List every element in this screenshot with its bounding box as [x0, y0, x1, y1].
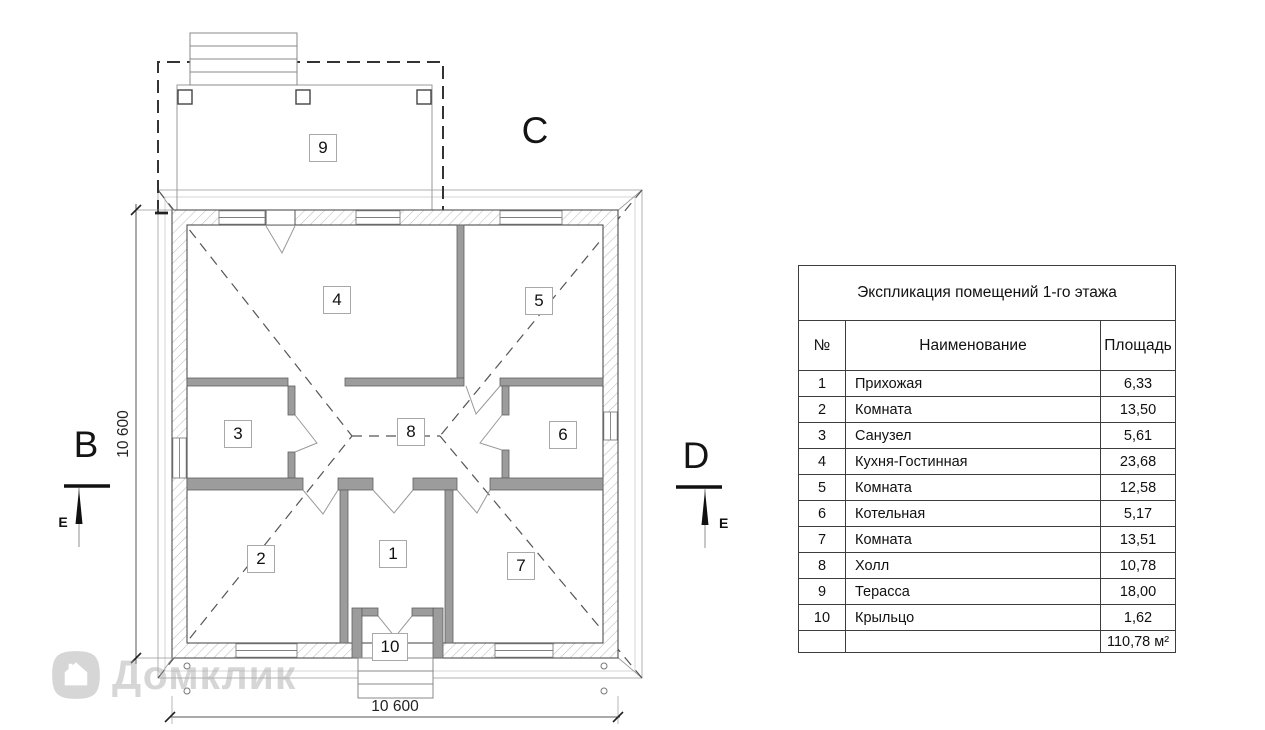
- room-label-10: 10: [372, 633, 408, 661]
- porch-steps: [358, 658, 433, 698]
- watermark-text: Домклик: [112, 652, 297, 698]
- room-label-2: 2: [247, 545, 275, 573]
- section-label-left: E: [58, 514, 68, 530]
- table-cell: 6,33: [1101, 371, 1176, 397]
- table-row: [799, 397, 1176, 423]
- table-cell: 1: [799, 371, 846, 397]
- column-header-name: Наименование: [846, 321, 1101, 371]
- total-empty-cell: [846, 631, 1101, 653]
- room-table-body: [799, 371, 1176, 631]
- table-cell: Санузел: [846, 423, 1101, 449]
- column-header-area: Площадь: [1101, 321, 1176, 371]
- room-label-9: 9: [309, 134, 337, 162]
- table-cell: Терасса: [846, 579, 1101, 605]
- table-row: [799, 475, 1176, 501]
- section-label-right: E: [719, 515, 729, 531]
- table-cell: 5,17: [1101, 501, 1176, 527]
- table-cell: 1,62: [1101, 605, 1176, 631]
- table-cell: 7: [799, 527, 846, 553]
- table-total-row: [799, 631, 1176, 653]
- room-label-1: 1: [379, 540, 407, 568]
- terrace-door: [266, 211, 295, 253]
- table-row: [799, 579, 1176, 605]
- axis-letter-left: B: [73, 424, 99, 465]
- table-cell: 5: [799, 475, 846, 501]
- table-row: [799, 605, 1176, 631]
- table-cell: Котельная: [846, 501, 1101, 527]
- table-cell: Комната: [846, 475, 1101, 501]
- table-cell: 4: [799, 449, 846, 475]
- dimension-bottom: [165, 696, 623, 724]
- dimension-bottom-value: 10 600: [371, 698, 419, 715]
- axis-letter-top: C: [521, 110, 549, 151]
- table-cell: 23,68: [1101, 449, 1176, 475]
- table-cell: Комната: [846, 527, 1101, 553]
- total-area-value: 110,78 м²: [1101, 631, 1176, 653]
- table-cell: 18,00: [1101, 579, 1176, 605]
- room-label-7: 7: [507, 552, 535, 580]
- section-arrow-icon: [76, 489, 83, 524]
- table-row: [799, 449, 1176, 475]
- table-cell: 5,61: [1101, 423, 1176, 449]
- section-mark-left: [58, 486, 110, 547]
- table-cell: 2: [799, 397, 846, 423]
- room-label-6: 6: [549, 421, 577, 449]
- table-cell: 9: [799, 579, 846, 605]
- terrace-stairs: [190, 33, 297, 85]
- table-cell: Комната: [846, 397, 1101, 423]
- table-row: [799, 527, 1176, 553]
- table-cell: 6: [799, 501, 846, 527]
- table-cell: Холл: [846, 553, 1101, 579]
- table-cell: Прихожая: [846, 371, 1101, 397]
- section-arrow-icon: [702, 490, 709, 525]
- room-table: [798, 265, 1176, 653]
- room-label-8: 8: [397, 418, 425, 446]
- terrace-columns: [178, 90, 431, 104]
- room-label-5: 5: [525, 287, 553, 315]
- table-row: [799, 501, 1176, 527]
- table-cell: Крыльцо: [846, 605, 1101, 631]
- table-title-row: [799, 266, 1176, 321]
- table-cell: 10,78: [1101, 553, 1176, 579]
- axis-letter-right: D: [682, 435, 710, 476]
- table-row: [799, 423, 1176, 449]
- room-label-4: 4: [323, 286, 351, 314]
- dimension-left-value: 10 600: [115, 410, 132, 458]
- table-cell: 3: [799, 423, 846, 449]
- table-row: [799, 553, 1176, 579]
- table-header-row: [799, 321, 1176, 371]
- table-cell: 8: [799, 553, 846, 579]
- table-title: Экспликация помещений 1-го этажа: [799, 266, 1176, 321]
- table-cell: 10: [799, 605, 846, 631]
- table-cell: Кухня-Гостинная: [846, 449, 1101, 475]
- table-cell: 13,51: [1101, 527, 1176, 553]
- terrace: [155, 33, 446, 213]
- table-cell: 12,58: [1101, 475, 1176, 501]
- total-empty-cell: [799, 631, 846, 653]
- room-label-3: 3: [224, 420, 252, 448]
- table-row: [799, 371, 1176, 397]
- table-cell: 13,50: [1101, 397, 1176, 423]
- section-mark-right: [676, 487, 728, 548]
- column-header-number: №: [799, 321, 846, 371]
